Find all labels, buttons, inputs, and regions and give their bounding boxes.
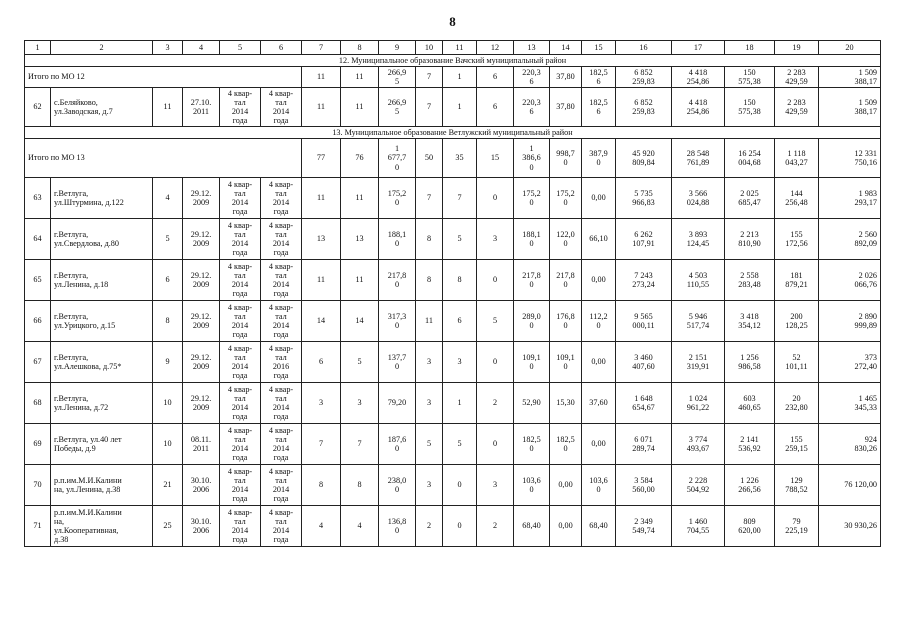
value-cell: 66,10 <box>582 219 616 260</box>
value-cell: 176,8 0 <box>550 301 582 342</box>
value-cell: 5 <box>477 301 514 342</box>
total-value-cell: 1 386,6 0 <box>514 139 550 178</box>
value-cell: 9 <box>153 342 183 383</box>
value-cell: 603 460,65 <box>725 383 775 424</box>
value-cell: 137,7 0 <box>379 342 416 383</box>
value-cell: 217,8 0 <box>379 260 416 301</box>
date-cell: 29.12. 2009 <box>183 342 220 383</box>
value-cell: 2 228 504,92 <box>672 465 725 506</box>
column-number-cell: 15 <box>582 41 616 55</box>
value-cell: 6 262 107,91 <box>616 219 672 260</box>
address-cell: с.Беляйково, ул.Заводская, д.7 <box>51 88 153 127</box>
period-cell: 4 квар- тал 2016 года <box>261 342 302 383</box>
date-cell: 29.12. 2009 <box>183 260 220 301</box>
date-cell: 29.12. 2009 <box>183 219 220 260</box>
period-cell: 4 квар- тал 2014 года <box>220 383 261 424</box>
total-value-cell: 11 <box>302 67 341 88</box>
value-cell: 68,40 <box>582 506 616 547</box>
row-number: 67 <box>25 342 51 383</box>
value-cell: 2 213 810,90 <box>725 219 775 260</box>
value-cell: 122,0 0 <box>550 219 582 260</box>
table-row <box>25 260 881 301</box>
column-number-cell: 3 <box>153 41 183 55</box>
value-cell: 10 <box>153 383 183 424</box>
value-cell: 4 503 110,55 <box>672 260 725 301</box>
period-cell: 4 квар- тал 2014 года <box>220 178 261 219</box>
value-cell: 217,8 0 <box>514 260 550 301</box>
period-cell: 4 квар- тал 2014 года <box>261 260 302 301</box>
table-row <box>25 383 881 424</box>
total-value-cell: 998,7 0 <box>550 139 582 178</box>
value-cell: 0 <box>477 342 514 383</box>
value-cell: 8 <box>443 260 477 301</box>
value-cell: 217,8 0 <box>550 260 582 301</box>
value-cell: 3 460 407,60 <box>616 342 672 383</box>
total-value-cell: 6 852 259,83 <box>616 67 672 88</box>
value-cell: 1 509 388,17 <box>819 88 881 127</box>
value-cell: 5 <box>443 424 477 465</box>
value-cell: 3 <box>477 219 514 260</box>
value-cell: 109,1 0 <box>514 342 550 383</box>
table-row <box>25 465 881 506</box>
column-number-cell: 2 <box>51 41 153 55</box>
value-cell: 3 566 024,88 <box>672 178 725 219</box>
value-cell: 8 <box>416 260 443 301</box>
value-cell: 7 <box>416 178 443 219</box>
value-cell: 0,00 <box>582 424 616 465</box>
total-value-cell: 15 <box>477 139 514 178</box>
date-cell: 29.12. 2009 <box>183 178 220 219</box>
value-cell: 3 774 493,67 <box>672 424 725 465</box>
value-cell: 182,5 0 <box>550 424 582 465</box>
value-cell: 7 <box>302 424 341 465</box>
value-cell: 9 565 000,11 <box>616 301 672 342</box>
value-cell: 21 <box>153 465 183 506</box>
row-number: 70 <box>25 465 51 506</box>
value-cell: 8 <box>302 465 341 506</box>
total-value-cell: 45 920 809,84 <box>616 139 672 178</box>
value-cell: 2 <box>477 383 514 424</box>
address-cell: г.Ветлуга, ул.Свердлова, д.80 <box>51 219 153 260</box>
value-cell: 809 620,00 <box>725 506 775 547</box>
period-cell: 4 квар- тал 2014 года <box>220 506 261 547</box>
value-cell: 3 418 354,12 <box>725 301 775 342</box>
value-cell: 317,3 0 <box>379 301 416 342</box>
value-cell: 3 <box>302 383 341 424</box>
value-cell: 3 <box>477 465 514 506</box>
total-value-cell: 7 <box>416 67 443 88</box>
column-number-row <box>25 41 881 55</box>
total-value-cell: 4 418 254,86 <box>672 67 725 88</box>
value-cell: 103,6 0 <box>582 465 616 506</box>
value-cell: 7 243 273,24 <box>616 260 672 301</box>
date-cell: 08.11. 2011 <box>183 424 220 465</box>
period-cell: 4 квар- тал 2014 года <box>261 383 302 424</box>
value-cell: 2 <box>477 506 514 547</box>
value-cell: 20 232,80 <box>775 383 819 424</box>
period-cell: 4 квар- тал 2014 года <box>261 88 302 127</box>
value-cell: 1 460 704,55 <box>672 506 725 547</box>
value-cell: 187,6 0 <box>379 424 416 465</box>
value-cell: 1 024 961,22 <box>672 383 725 424</box>
column-number-cell: 10 <box>416 41 443 55</box>
value-cell: 155 259,15 <box>775 424 819 465</box>
column-number-cell: 16 <box>616 41 672 55</box>
value-cell: 4 <box>153 178 183 219</box>
row-number: 63 <box>25 178 51 219</box>
period-cell: 4 квар- тал 2014 года <box>261 465 302 506</box>
value-cell: 924 830,26 <box>819 424 881 465</box>
value-cell: 13 <box>302 219 341 260</box>
column-number-cell: 18 <box>725 41 775 55</box>
value-cell: 3 <box>341 383 379 424</box>
value-cell: 181 879,21 <box>775 260 819 301</box>
period-cell: 4 квар- тал 2014 года <box>220 219 261 260</box>
value-cell: 3 584 560,00 <box>616 465 672 506</box>
row-number: 62 <box>25 88 51 127</box>
total-value-cell: 12 331 750,16 <box>819 139 881 178</box>
date-cell: 29.12. 2009 <box>183 301 220 342</box>
value-cell: 136,8 0 <box>379 506 416 547</box>
value-cell: 11 <box>341 88 379 127</box>
value-cell: 266,9 5 <box>379 88 416 127</box>
period-cell: 4 квар- тал 2014 года <box>261 178 302 219</box>
value-cell: 6 071 289,74 <box>616 424 672 465</box>
value-cell: 182,5 6 <box>582 88 616 127</box>
value-cell: 2 558 283,48 <box>725 260 775 301</box>
value-cell: 8 <box>416 219 443 260</box>
address-cell: г.Ветлуга, ул.Штурмина, д.122 <box>51 178 153 219</box>
value-cell: 1 <box>443 88 477 127</box>
date-cell: 30.10. 2006 <box>183 465 220 506</box>
total-value-cell: 1 118 043,27 <box>775 139 819 178</box>
value-cell: 5 <box>341 342 379 383</box>
date-cell: 29.12. 2009 <box>183 383 220 424</box>
value-cell: 0,00 <box>550 506 582 547</box>
value-cell: 200 128,25 <box>775 301 819 342</box>
value-cell: 188,1 0 <box>514 219 550 260</box>
period-cell: 4 квар- тал 2014 года <box>220 260 261 301</box>
value-cell: 6 852 259,83 <box>616 88 672 127</box>
value-cell: 3 893 124,45 <box>672 219 725 260</box>
value-cell: 6 <box>443 301 477 342</box>
value-cell: 0 <box>477 424 514 465</box>
total-value-cell: 387,9 0 <box>582 139 616 178</box>
value-cell: 15,30 <box>550 383 582 424</box>
total-value-cell: 1 677,7 0 <box>379 139 416 178</box>
section-total-row <box>25 67 881 88</box>
value-cell: 76 120,00 <box>819 465 881 506</box>
value-cell: 10 <box>153 424 183 465</box>
row-number: 65 <box>25 260 51 301</box>
address-cell: г.Ветлуга, ул.Урицкого, д.15 <box>51 301 153 342</box>
value-cell: 5 <box>416 424 443 465</box>
value-cell: 0 <box>477 178 514 219</box>
value-cell: 103,6 0 <box>514 465 550 506</box>
value-cell: 13 <box>341 219 379 260</box>
value-cell: 144 256,48 <box>775 178 819 219</box>
row-number: 66 <box>25 301 51 342</box>
column-number-cell: 8 <box>341 41 379 55</box>
value-cell: 2 890 999,89 <box>819 301 881 342</box>
value-cell: 1 226 266,56 <box>725 465 775 506</box>
total-value-cell: 182,5 6 <box>582 67 616 88</box>
table-row <box>25 301 881 342</box>
value-cell: 11 <box>302 260 341 301</box>
value-cell: 1 <box>443 383 477 424</box>
total-value-cell: 77 <box>302 139 341 178</box>
value-cell: 2 <box>416 506 443 547</box>
value-cell: 79 225,19 <box>775 506 819 547</box>
value-cell: 3 <box>416 465 443 506</box>
value-cell: 1 648 654,67 <box>616 383 672 424</box>
value-cell: 2 560 892,09 <box>819 219 881 260</box>
section-title: 13. Муниципальное образование Ветлужский муниципальный район <box>25 127 881 139</box>
total-value-cell: 50 <box>416 139 443 178</box>
row-number: 64 <box>25 219 51 260</box>
section-title-row <box>25 55 881 67</box>
value-cell: 4 418 254,86 <box>672 88 725 127</box>
value-cell: 155 172,56 <box>775 219 819 260</box>
value-cell: 5 946 517,74 <box>672 301 725 342</box>
value-cell: 11 <box>153 88 183 127</box>
value-cell: 2 151 319,91 <box>672 342 725 383</box>
total-value-cell: 37,80 <box>550 67 582 88</box>
total-value-cell: 76 <box>341 139 379 178</box>
table-row <box>25 342 881 383</box>
value-cell: 238,0 0 <box>379 465 416 506</box>
value-cell: 14 <box>302 301 341 342</box>
value-cell: 11 <box>302 88 341 127</box>
value-cell: 150 575,38 <box>725 88 775 127</box>
value-cell: 112,2 0 <box>582 301 616 342</box>
value-cell: 1 465 345,33 <box>819 383 881 424</box>
address-cell: г.Ветлуга, ул.Ленина, д.72 <box>51 383 153 424</box>
column-number-cell: 5 <box>220 41 261 55</box>
period-cell: 4 квар- тал 2014 года <box>220 424 261 465</box>
value-cell: 4 <box>341 506 379 547</box>
column-number-cell: 13 <box>514 41 550 55</box>
total-value-cell: 220,3 6 <box>514 67 550 88</box>
value-cell: 7 <box>443 178 477 219</box>
column-number-cell: 4 <box>183 41 220 55</box>
housing-register-table <box>24 40 881 547</box>
row-number: 69 <box>25 424 51 465</box>
table-row <box>25 178 881 219</box>
value-cell: 7 <box>341 424 379 465</box>
total-value-cell: 150 575,38 <box>725 67 775 88</box>
value-cell: 11 <box>341 178 379 219</box>
value-cell: 7 <box>416 88 443 127</box>
total-value-cell: 6 <box>477 67 514 88</box>
value-cell: 373 272,40 <box>819 342 881 383</box>
value-cell: 1 983 293,17 <box>819 178 881 219</box>
total-value-cell: 16 254 004,68 <box>725 139 775 178</box>
value-cell: 3 <box>443 342 477 383</box>
column-number-cell: 19 <box>775 41 819 55</box>
value-cell: 3 <box>416 383 443 424</box>
value-cell: 0,00 <box>550 465 582 506</box>
value-cell: 5 <box>443 219 477 260</box>
total-value-cell: 28 548 761,89 <box>672 139 725 178</box>
total-label: Итого по МО 12 <box>25 67 302 88</box>
section-title: 12. Муниципальное образование Вачский муниципальный район <box>25 55 881 67</box>
value-cell: 8 <box>341 465 379 506</box>
column-number-cell: 14 <box>550 41 582 55</box>
value-cell: 2 349 549,74 <box>616 506 672 547</box>
value-cell: 0,00 <box>582 260 616 301</box>
value-cell: 30 930,26 <box>819 506 881 547</box>
value-cell: 2 283 429,59 <box>775 88 819 127</box>
section-total-row <box>25 139 881 178</box>
total-label: Итого по МО 13 <box>25 139 302 178</box>
date-cell: 30.10. 2006 <box>183 506 220 547</box>
value-cell: 0 <box>477 260 514 301</box>
period-cell: 4 квар- тал 2014 года <box>261 424 302 465</box>
value-cell: 52 101,11 <box>775 342 819 383</box>
table-row <box>25 88 881 127</box>
value-cell: 14 <box>341 301 379 342</box>
total-value-cell: 1 509 388,17 <box>819 67 881 88</box>
column-number-cell: 11 <box>443 41 477 55</box>
total-value-cell: 2 283 429,59 <box>775 67 819 88</box>
address-cell: г.Ветлуга, ул.Алешкова, д.75* <box>51 342 153 383</box>
value-cell: 25 <box>153 506 183 547</box>
value-cell: 5 735 966,83 <box>616 178 672 219</box>
section-title-row <box>25 127 881 139</box>
column-number-cell: 7 <box>302 41 341 55</box>
period-cell: 4 квар- тал 2014 года <box>261 506 302 547</box>
total-value-cell: 266,9 5 <box>379 67 416 88</box>
column-number-cell: 9 <box>379 41 416 55</box>
address-cell: р.п.им.М.И.Калини на, ул.Ленина, д.38 <box>51 465 153 506</box>
value-cell: 11 <box>302 178 341 219</box>
address-cell: г.Ветлуга, ул.40 лет Победы, д.9 <box>51 424 153 465</box>
column-number-cell: 17 <box>672 41 725 55</box>
column-number-cell: 1 <box>25 41 51 55</box>
value-cell: 37,80 <box>550 88 582 127</box>
value-cell: 79,20 <box>379 383 416 424</box>
value-cell: 0,00 <box>582 342 616 383</box>
value-cell: 109,1 0 <box>550 342 582 383</box>
value-cell: 6 <box>302 342 341 383</box>
value-cell: 11 <box>416 301 443 342</box>
address-cell: р.п.им.М.И.Калини на, ул.Кооперативная, д.38 <box>51 506 153 547</box>
value-cell: 37,60 <box>582 383 616 424</box>
row-number: 71 <box>25 506 51 547</box>
period-cell: 4 квар- тал 2014 года <box>220 342 261 383</box>
column-number-cell: 6 <box>261 41 302 55</box>
row-number: 68 <box>25 383 51 424</box>
value-cell: 3 <box>416 342 443 383</box>
value-cell: 1 256 986,58 <box>725 342 775 383</box>
table-row <box>25 424 881 465</box>
value-cell: 220,3 6 <box>514 88 550 127</box>
total-value-cell: 11 <box>341 67 379 88</box>
value-cell: 2 026 066,76 <box>819 260 881 301</box>
value-cell: 5 <box>153 219 183 260</box>
value-cell: 4 <box>302 506 341 547</box>
value-cell: 8 <box>153 301 183 342</box>
value-cell: 129 788,52 <box>775 465 819 506</box>
column-number-cell: 12 <box>477 41 514 55</box>
period-cell: 4 квар- тал 2014 года <box>220 88 261 127</box>
value-cell: 6 <box>477 88 514 127</box>
table-body <box>25 41 881 547</box>
address-cell: г.Ветлуга, ул.Ленина, д.18 <box>51 260 153 301</box>
value-cell: 188,1 0 <box>379 219 416 260</box>
period-cell: 4 квар- тал 2014 года <box>220 465 261 506</box>
value-cell: 2 141 536,92 <box>725 424 775 465</box>
table-row <box>25 506 881 547</box>
page-number: 8 <box>449 14 456 29</box>
value-cell: 11 <box>341 260 379 301</box>
table-row <box>25 219 881 260</box>
total-value-cell: 1 <box>443 67 477 88</box>
value-cell: 0 <box>443 465 477 506</box>
value-cell: 289,0 0 <box>514 301 550 342</box>
value-cell: 6 <box>153 260 183 301</box>
value-cell: 175,2 0 <box>550 178 582 219</box>
date-cell: 27.10. 2011 <box>183 88 220 127</box>
period-cell: 4 квар- тал 2014 года <box>220 301 261 342</box>
value-cell: 182,5 0 <box>514 424 550 465</box>
value-cell: 2 025 685,47 <box>725 178 775 219</box>
value-cell: 68,40 <box>514 506 550 547</box>
value-cell: 0 <box>443 506 477 547</box>
value-cell: 175,2 0 <box>379 178 416 219</box>
value-cell: 175,2 0 <box>514 178 550 219</box>
value-cell: 52,90 <box>514 383 550 424</box>
value-cell: 0,00 <box>582 178 616 219</box>
total-value-cell: 35 <box>443 139 477 178</box>
period-cell: 4 квар- тал 2014 года <box>261 301 302 342</box>
column-number-cell: 20 <box>819 41 881 55</box>
period-cell: 4 квар- тал 2014 года <box>261 219 302 260</box>
